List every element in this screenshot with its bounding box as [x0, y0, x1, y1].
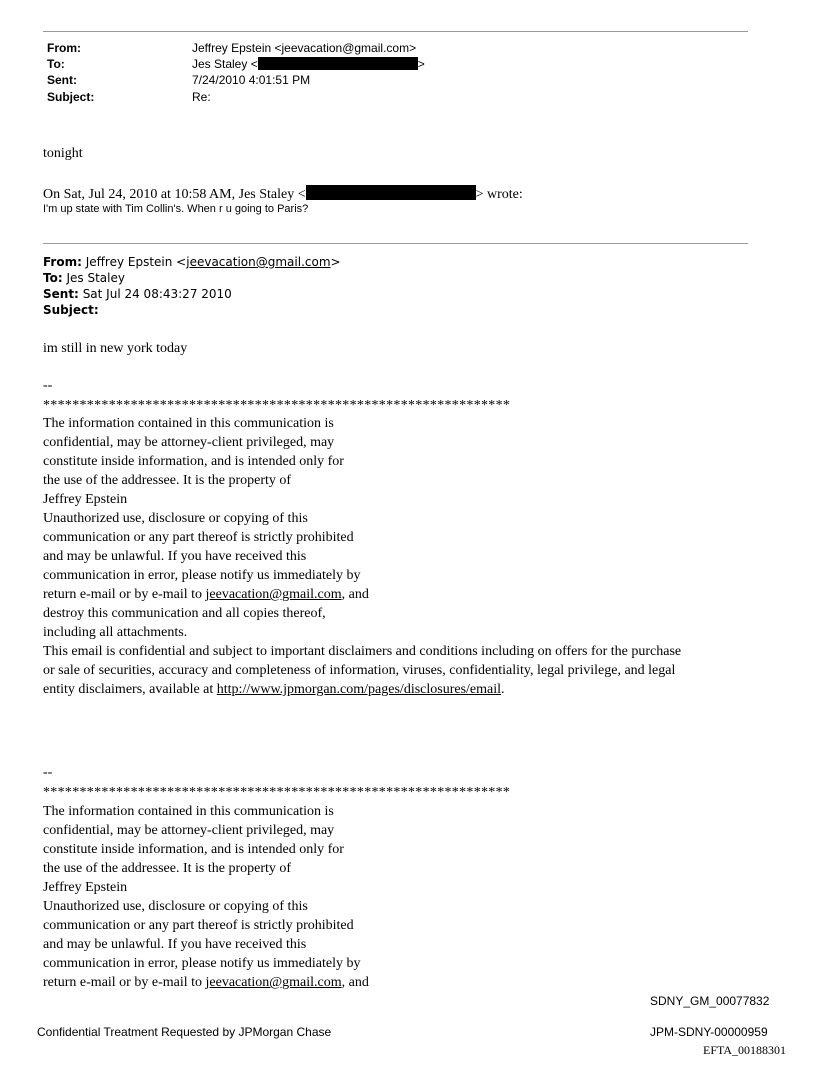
- disclaimer-line: The information contained in this communication is: [43, 416, 334, 431]
- from-label: From:: [47, 41, 81, 55]
- efta-number: EFTA_00188301: [703, 1043, 787, 1057]
- disclaimer-line: communication or any part thereof is strictly prohibited: [43, 918, 354, 933]
- quote-intro: [43, 185, 523, 203]
- disclaimer-line: and may be unlawful. If you have received this: [43, 937, 307, 952]
- disclaimer-email-link[interactable]: jeevacation@gmail.com: [205, 975, 342, 990]
- fwd-sent-label: Sent:: [43, 287, 79, 301]
- disclaimer-text: , and: [341, 587, 369, 602]
- star-separator: ****************************************************************: [43, 785, 511, 800]
- sent-value: 7/24/2010 4:01:51 PM: [192, 73, 311, 87]
- fwd-from-line: [43, 255, 341, 269]
- disclaimer-line: Jeffrey Epstein: [43, 880, 128, 895]
- jpm-disclaimer-line: [43, 682, 505, 698]
- disclaimer-line: confidential, may be attorney-client privileged, may: [43, 435, 335, 450]
- to-value: [192, 57, 425, 71]
- to-label: To:: [47, 57, 65, 71]
- disclaimer-line: [43, 975, 369, 991]
- sent-label: Sent:: [47, 73, 77, 87]
- disclaimer-text: return e-mail or by e-mail to: [43, 587, 206, 602]
- disclaimer-line: including all attachments.: [43, 625, 188, 640]
- fwd-from-name: Jeffrey Epstein <: [85, 255, 187, 269]
- disclaimer-line: Jeffrey Epstein: [43, 492, 128, 507]
- fwd-from-email-link[interactable]: jeevacation@gmail.com: [186, 255, 331, 269]
- disclaimer-text: , and: [341, 975, 369, 990]
- fwd-from-label: From:: [43, 255, 82, 269]
- star-separator: ****************************************************************: [43, 398, 511, 413]
- reply-text: tonight: [43, 146, 83, 161]
- signature-dashes: --: [43, 378, 53, 393]
- jpm-disclaimer-line: This email is confidential and subject to important disclaimers and conditions including on offers for the purchase: [43, 644, 682, 659]
- disclaimer-email-link[interactable]: jeevacation@gmail.com: [205, 587, 342, 602]
- fwd-sent-line: [43, 287, 232, 301]
- disclaimer-line: the use of the addressee. It is the property of: [43, 473, 292, 488]
- disclaimer-line: communication or any part thereof is strictly prohibited: [43, 530, 354, 545]
- disclaimer-line: [43, 587, 369, 603]
- from-value: Jeffrey Epstein <jeevacation@gmail.com>: [192, 41, 417, 55]
- fwd-from-close: >: [330, 255, 341, 269]
- fwd-message: im still in new york today: [43, 341, 188, 356]
- fwd-to-line: [43, 271, 125, 285]
- bates-number-jpm: JPM-SDNY-00000959: [650, 1025, 768, 1039]
- disclaimer-line: communication in error, please notify us immediately by: [43, 568, 361, 583]
- jpm-disclosures-link[interactable]: http://www.jpmorgan.com/pages/disclosures/email: [216, 682, 502, 697]
- to-value-suffix: >: [417, 57, 425, 71]
- fwd-to-label: To:: [43, 271, 63, 285]
- disclaimer-line: and may be unlawful. If you have received this: [43, 549, 307, 564]
- disclaimer-line: the use of the addressee. It is the property of: [43, 861, 292, 876]
- fwd-subject-label: Subject:: [43, 303, 99, 317]
- disclaimer-line: The information contained in this communication is: [43, 804, 334, 819]
- disclaimer-line: confidential, may be attorney-client privileged, may: [43, 823, 335, 838]
- disclaimer-text: .: [501, 682, 505, 697]
- confidential-footer: Confidential Treatment Requested by JPMorgan Chase: [37, 1025, 332, 1039]
- fwd-to-value: Jes Staley: [66, 271, 125, 285]
- disclaimer-text: return e-mail or by e-mail to: [43, 975, 206, 990]
- quote-intro-prefix: On Sat, Jul 24, 2010 at 10:58 AM, Jes Staley <: [43, 187, 306, 202]
- subject-label: Subject:: [47, 90, 95, 104]
- quote-intro-suffix: > wrote:: [475, 187, 523, 202]
- redaction-box: [306, 185, 476, 200]
- top-divider: [43, 31, 748, 32]
- quote-divider: [43, 243, 748, 244]
- jpm-disclaimer-line: or sale of securities, accuracy and completeness of information, viruses, confidentiality, legal privilege, and legal: [43, 663, 676, 678]
- disclaimer-text: entity disclaimers, available at: [43, 682, 217, 697]
- quote-text: I'm up state with Tim Collin's. When r u going to Paris?: [43, 203, 309, 215]
- disclaimer-line: constitute inside information, and is intended only for: [43, 842, 344, 857]
- disclaimer-line: destroy this communication and all copies thereof,: [43, 606, 326, 621]
- disclaimer-line: communication in error, please notify us immediately by: [43, 956, 361, 971]
- subject-value: Re:: [192, 90, 211, 104]
- disclaimer-line: Unauthorized use, disclosure or copying of this: [43, 511, 308, 526]
- fwd-subject-line: [43, 303, 99, 317]
- bates-number-sdny: SDNY_GM_00077832: [650, 994, 770, 1008]
- redaction-box: [258, 57, 418, 70]
- disclaimer-line: constitute inside information, and is intended only for: [43, 454, 344, 469]
- to-value-prefix: Jes Staley <: [192, 57, 258, 71]
- disclaimer-line: Unauthorized use, disclosure or copying of this: [43, 899, 308, 914]
- fwd-sent-value: Sat Jul 24 08:43:27 2010: [82, 287, 232, 301]
- signature-dashes: --: [43, 765, 53, 780]
